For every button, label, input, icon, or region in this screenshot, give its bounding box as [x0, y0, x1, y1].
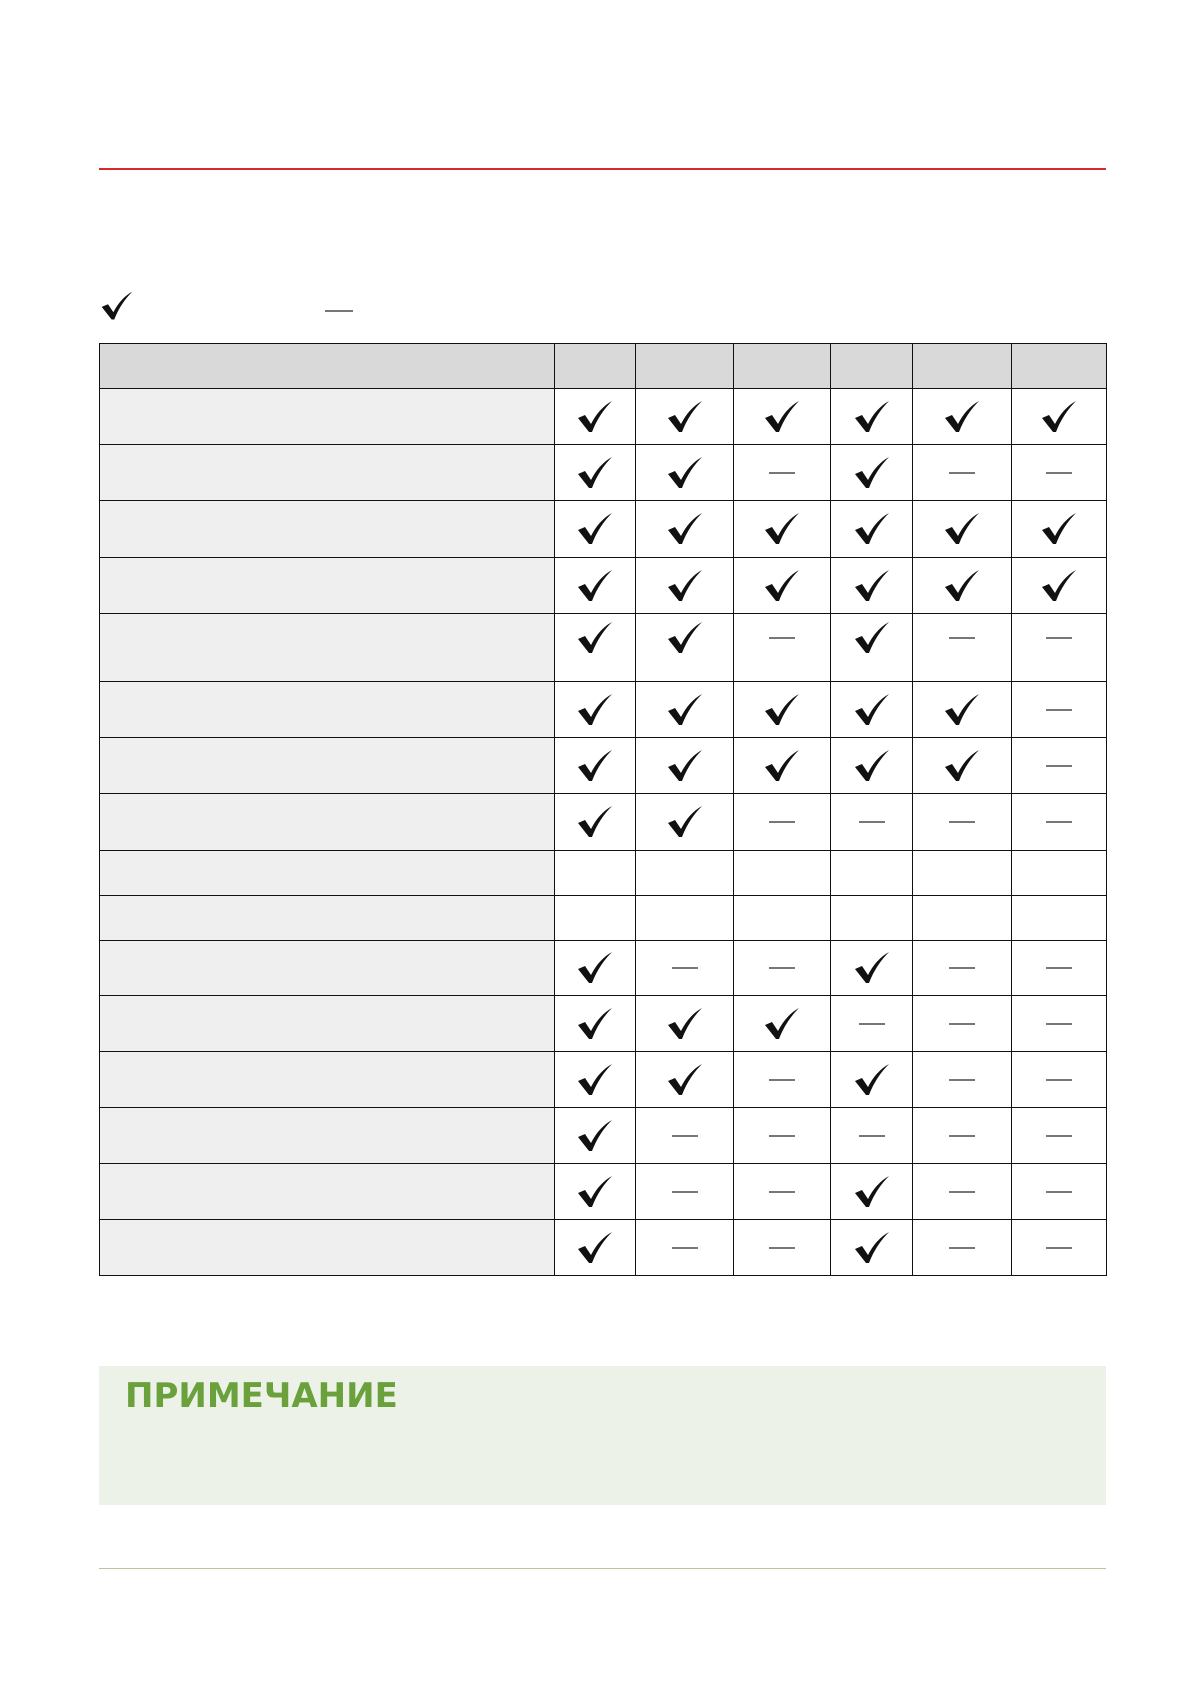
check-icon	[575, 1174, 615, 1210]
table-cell	[734, 794, 831, 851]
table-cell	[734, 614, 831, 682]
check-icon	[1039, 399, 1079, 435]
check-icon	[1039, 568, 1079, 604]
table-cell	[831, 896, 913, 941]
row-label-cell	[100, 1164, 555, 1220]
check-icon	[852, 399, 892, 435]
table-cell	[831, 614, 913, 682]
dash-icon	[762, 455, 802, 491]
table-cell	[555, 1220, 636, 1276]
table-cell	[913, 896, 1012, 941]
table-cell	[1012, 996, 1107, 1052]
dash-icon	[1039, 1006, 1079, 1042]
check-icon	[852, 950, 892, 986]
check-icon	[575, 1118, 615, 1154]
dash-icon	[942, 455, 982, 491]
table-cell	[831, 1164, 913, 1220]
dash-icon	[1039, 748, 1079, 784]
check-icon	[852, 1174, 892, 1210]
table-row	[100, 558, 1107, 614]
table-cell	[734, 558, 831, 614]
check-icon	[575, 568, 615, 604]
table-cell	[1012, 896, 1107, 941]
table-body	[100, 389, 1107, 1276]
dash-icon	[762, 1118, 802, 1154]
row-label-cell	[100, 896, 555, 941]
check-icon	[942, 568, 982, 604]
note-title: ПРИМЕЧАНИЕ	[125, 1376, 398, 1416]
row-label-cell	[100, 738, 555, 794]
legend	[99, 288, 499, 324]
table-row	[100, 1052, 1107, 1108]
top-red-rule	[99, 168, 1106, 170]
check-icon	[575, 804, 615, 840]
check-icon	[575, 511, 615, 547]
table-row	[100, 501, 1107, 558]
table-cell	[734, 1164, 831, 1220]
dash-icon	[942, 1006, 982, 1042]
check-icon	[665, 399, 705, 435]
table-cell	[831, 794, 913, 851]
table-cell	[636, 389, 734, 445]
table-cell	[636, 996, 734, 1052]
check-icon	[852, 692, 892, 728]
table-cell	[636, 501, 734, 558]
dash-icon	[762, 620, 802, 656]
table-cell	[734, 738, 831, 794]
dash-icon	[665, 950, 705, 986]
table-cell	[913, 445, 1012, 501]
check-icon	[942, 399, 982, 435]
header-cell	[636, 344, 734, 389]
table-cell	[734, 445, 831, 501]
table-cell	[555, 1108, 636, 1164]
check-icon	[852, 568, 892, 604]
check-icon	[762, 1006, 802, 1042]
table-cell	[1012, 794, 1107, 851]
row-label-cell	[100, 682, 555, 738]
check-icon	[575, 748, 615, 784]
dash-icon	[1039, 1118, 1079, 1154]
check-icon	[665, 620, 705, 656]
table-row	[100, 389, 1107, 445]
table-row	[100, 996, 1107, 1052]
table-cell	[734, 501, 831, 558]
table-cell	[831, 941, 913, 996]
table-row	[100, 794, 1107, 851]
table-row	[100, 614, 1107, 682]
table-cell	[913, 851, 1012, 896]
table-cell	[831, 851, 913, 896]
row-label-cell	[100, 996, 555, 1052]
dash-icon	[1039, 1174, 1079, 1210]
dash-icon	[942, 1174, 982, 1210]
check-icon	[762, 568, 802, 604]
table-cell	[555, 851, 636, 896]
table-cell	[555, 614, 636, 682]
table-cell	[734, 389, 831, 445]
check-icon	[665, 1006, 705, 1042]
table-cell	[636, 896, 734, 941]
table-cell	[831, 682, 913, 738]
dash-icon	[1039, 620, 1079, 656]
dash-icon	[942, 1062, 982, 1098]
dash-icon	[665, 1118, 705, 1154]
header-cell	[1012, 344, 1107, 389]
table-cell	[555, 941, 636, 996]
dash-icon	[852, 1118, 892, 1154]
dash-icon	[942, 1118, 982, 1154]
header-cell	[831, 344, 913, 389]
check-icon	[575, 692, 615, 728]
check-icon	[575, 950, 615, 986]
table	[99, 343, 1107, 1276]
table-cell	[831, 1108, 913, 1164]
table-cell	[636, 738, 734, 794]
check-icon	[575, 1006, 615, 1042]
check-icon	[852, 455, 892, 491]
check-icon	[665, 455, 705, 491]
dash-icon	[1039, 1230, 1079, 1266]
table-row	[100, 896, 1107, 941]
table-cell	[913, 682, 1012, 738]
table-cell	[1012, 445, 1107, 501]
dash-icon	[762, 1062, 802, 1098]
table-cell	[913, 1220, 1012, 1276]
table-row	[100, 1108, 1107, 1164]
table-cell	[734, 851, 831, 896]
table-cell	[913, 1052, 1012, 1108]
table-header-row	[100, 344, 1107, 389]
table-cell	[636, 1052, 734, 1108]
table-row	[100, 1164, 1107, 1220]
table-cell	[636, 682, 734, 738]
row-label-cell	[100, 794, 555, 851]
check-icon	[665, 804, 705, 840]
legend-check-icon	[99, 288, 135, 324]
table-cell	[831, 738, 913, 794]
table-cell	[831, 389, 913, 445]
check-icon	[665, 568, 705, 604]
check-icon	[942, 748, 982, 784]
table-cell	[913, 614, 1012, 682]
table-cell	[555, 794, 636, 851]
table-cell	[831, 1052, 913, 1108]
table-cell	[831, 1220, 913, 1276]
check-icon	[942, 511, 982, 547]
table-cell	[1012, 389, 1107, 445]
dash-icon	[942, 804, 982, 840]
dash-icon	[1039, 950, 1079, 986]
table-cell	[913, 389, 1012, 445]
row-label-cell	[100, 851, 555, 896]
table-row	[100, 682, 1107, 738]
table-cell	[913, 941, 1012, 996]
table-cell	[555, 445, 636, 501]
table-cell	[734, 682, 831, 738]
dash-icon	[1039, 804, 1079, 840]
check-icon	[575, 1062, 615, 1098]
table-cell	[831, 996, 913, 1052]
table-cell	[1012, 851, 1107, 896]
check-icon	[762, 511, 802, 547]
table-cell	[636, 1164, 734, 1220]
table-cell	[734, 1220, 831, 1276]
table-cell	[636, 941, 734, 996]
table-cell	[1012, 1220, 1107, 1276]
table-cell	[555, 682, 636, 738]
table-cell	[555, 896, 636, 941]
table-cell	[636, 614, 734, 682]
table-cell	[831, 558, 913, 614]
table-cell	[913, 1108, 1012, 1164]
check-icon	[852, 511, 892, 547]
table-cell	[913, 738, 1012, 794]
check-icon	[575, 620, 615, 656]
row-label-cell	[100, 1108, 555, 1164]
dash-icon	[762, 804, 802, 840]
table-cell	[913, 996, 1012, 1052]
table-cell	[555, 1052, 636, 1108]
row-label-cell	[100, 558, 555, 614]
table-cell	[734, 1052, 831, 1108]
dash-icon	[852, 1006, 892, 1042]
table-cell	[1012, 1164, 1107, 1220]
table-cell	[831, 501, 913, 558]
row-label-cell	[100, 445, 555, 501]
dash-icon	[665, 1174, 705, 1210]
table-cell	[1012, 501, 1107, 558]
table-cell	[1012, 682, 1107, 738]
table-cell	[636, 1220, 734, 1276]
table-row	[100, 738, 1107, 794]
check-icon	[852, 1230, 892, 1266]
check-icon	[852, 620, 892, 656]
table-row	[100, 851, 1107, 896]
dash-icon	[852, 804, 892, 840]
table-cell	[555, 389, 636, 445]
check-icon	[942, 692, 982, 728]
table-cell	[636, 445, 734, 501]
row-label-cell	[100, 1220, 555, 1276]
table-cell	[555, 738, 636, 794]
table-row	[100, 445, 1107, 501]
table-cell	[913, 558, 1012, 614]
dash-icon	[1039, 1062, 1079, 1098]
row-label-cell	[100, 389, 555, 445]
check-icon	[762, 692, 802, 728]
table-cell	[734, 941, 831, 996]
table-cell	[734, 896, 831, 941]
table-cell	[1012, 1052, 1107, 1108]
table-cell	[1012, 558, 1107, 614]
table-cell	[913, 794, 1012, 851]
dash-icon	[942, 620, 982, 656]
row-label-cell	[100, 941, 555, 996]
dash-icon	[1039, 692, 1079, 728]
header-cell	[913, 344, 1012, 389]
table-cell	[1012, 941, 1107, 996]
row-label-cell	[100, 501, 555, 558]
check-icon	[1039, 511, 1079, 547]
header-cell	[734, 344, 831, 389]
header-cell	[100, 344, 555, 389]
check-icon	[665, 1062, 705, 1098]
table-row	[100, 1220, 1107, 1276]
check-icon	[665, 692, 705, 728]
compatibility-table	[99, 343, 1106, 1276]
table-cell	[636, 1108, 734, 1164]
table-cell	[734, 996, 831, 1052]
check-icon	[852, 748, 892, 784]
table-cell	[555, 501, 636, 558]
note-box	[99, 1366, 1106, 1505]
check-icon	[852, 1062, 892, 1098]
table-cell	[555, 996, 636, 1052]
table-row	[100, 941, 1107, 996]
check-icon	[665, 748, 705, 784]
check-icon	[665, 511, 705, 547]
check-icon	[762, 748, 802, 784]
header-cell	[555, 344, 636, 389]
table-cell	[636, 558, 734, 614]
table-cell	[831, 445, 913, 501]
table-cell	[913, 1164, 1012, 1220]
check-icon	[762, 399, 802, 435]
check-icon	[575, 399, 615, 435]
table-cell	[555, 1164, 636, 1220]
dash-icon	[942, 950, 982, 986]
table-cell	[1012, 738, 1107, 794]
check-icon	[575, 455, 615, 491]
check-icon	[575, 1230, 615, 1266]
table-cell	[555, 558, 636, 614]
table-cell	[1012, 614, 1107, 682]
row-label-cell	[100, 614, 555, 682]
table-cell	[734, 1108, 831, 1164]
dash-icon	[942, 1230, 982, 1266]
row-label-cell	[100, 1052, 555, 1108]
table-cell	[636, 851, 734, 896]
dash-icon	[762, 950, 802, 986]
dash-icon	[762, 1174, 802, 1210]
dash-icon	[762, 1230, 802, 1266]
legend-dash-icon	[323, 300, 355, 308]
table-cell	[1012, 1108, 1107, 1164]
dash-icon	[1039, 455, 1079, 491]
bottom-rule	[99, 1568, 1106, 1569]
dash-icon	[665, 1230, 705, 1266]
table-cell	[913, 501, 1012, 558]
table-cell	[636, 794, 734, 851]
